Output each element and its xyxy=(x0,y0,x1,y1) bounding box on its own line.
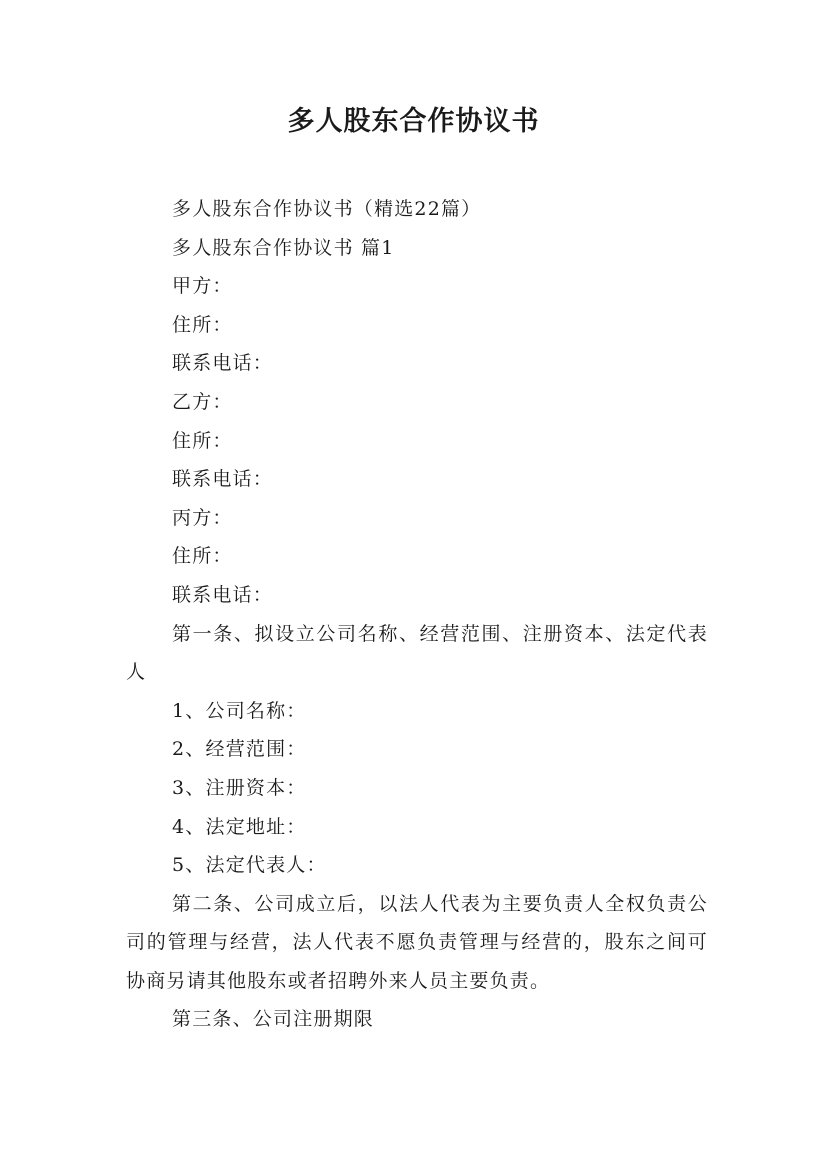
paragraph-legal-representative: 5、法定代表人： xyxy=(172,854,327,877)
paragraph-party-a-address: 住所： xyxy=(172,313,233,336)
document-body xyxy=(126,190,708,1039)
paragraph-business-scope: 2、经营范围： xyxy=(172,738,307,761)
paragraph-registered-capital: 3、注册资本： xyxy=(172,776,307,799)
paragraph-subtitle: 多人股东合作协议书（精选22篇） xyxy=(172,198,482,220)
paragraph-company-name: 1、公司名称： xyxy=(172,699,307,722)
paragraph-party-c: 丙方： xyxy=(172,506,233,529)
paragraph-legal-address: 4、法定地址： xyxy=(172,815,307,838)
paragraph-party-c-address: 住所： xyxy=(172,545,233,568)
paragraph-party-b: 乙方： xyxy=(172,390,233,413)
paragraph-section-heading: 多人股东合作协议书 篇1 xyxy=(172,236,395,259)
paragraph-party-c-phone: 联系电话： xyxy=(172,583,274,606)
paragraph-article-3: 第三条、公司注册期限 xyxy=(172,1008,375,1031)
paragraph-party-b-address: 住所： xyxy=(172,429,233,452)
paragraph-party-a: 甲方： xyxy=(172,275,233,298)
paragraph-party-a-phone: 联系电话： xyxy=(172,352,274,375)
paragraph-article-1: 第一条、拟设立公司名称、经营范围、注册资本、法定代表人 xyxy=(126,622,708,684)
paragraph-article-2: 第二条、公司成立后，以法人代表为主要负责人全权负责公司的管理与经营，法人代表不愿负责管理与经营的，股东之间可协商另请其他股东或者招聘外来人员主要负责。 xyxy=(126,892,708,992)
document-title: 多人股东合作协议书 xyxy=(287,106,540,137)
paragraph-party-b-phone: 联系电话： xyxy=(172,468,274,491)
